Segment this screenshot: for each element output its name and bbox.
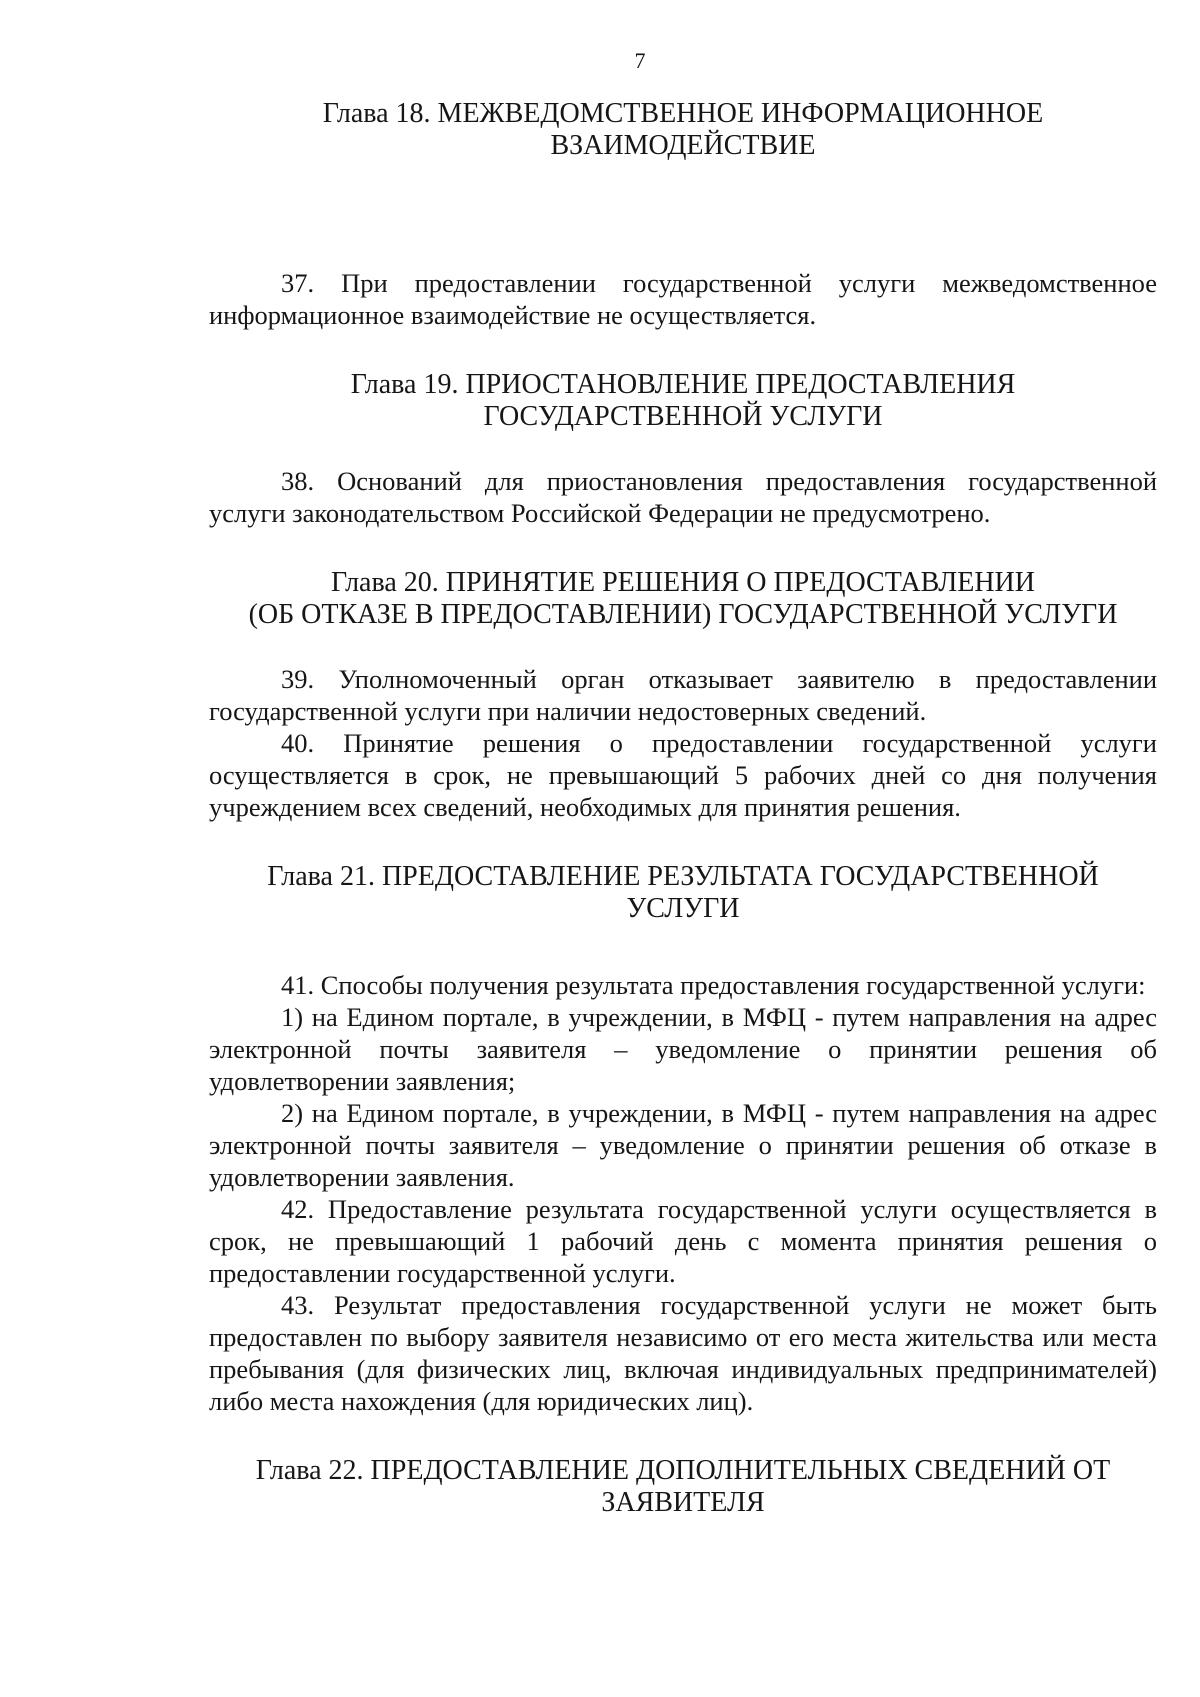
chapter-heading-line: УСЛУГИ bbox=[626, 893, 740, 924]
chapter-22-heading bbox=[209, 1455, 1157, 1519]
chapter-21-heading bbox=[209, 861, 1157, 925]
chapter-heading-line: ЗАЯВИТЕЛЯ bbox=[601, 1487, 765, 1518]
chapter-heading-line: ВЗАИМОДЕЙСТВИЕ bbox=[550, 130, 816, 161]
chapter-heading-line: Глава 20. ПРИНЯТИЕ РЕШЕНИЯ О ПРЕДОСТАВЛЕНИИ bbox=[331, 567, 1035, 598]
chapter-heading-line: Глава 19. ПРИОСТАНОВЛЕНИЕ ПРЕДОСТАВЛЕНИЯ bbox=[350, 369, 1016, 400]
paragraph-37: 37. При предоставлении государственной услуги межведомственное информационное взаимодействие не осуществляется. bbox=[209, 268, 1157, 330]
paragraph-41-item-1: 1) на Едином портале, в учреждении, в МФЦ - путем направления на адрес электронной почты заявителя – уведомление о принятии решения об удовлетворении заявления; bbox=[209, 1002, 1157, 1096]
chapter-heading-line: Глава 21. ПРЕДОСТАВЛЕНИЕ РЕЗУЛЬТАТА ГОСУДАРСТВЕННОЙ bbox=[267, 861, 1099, 892]
document-body bbox=[209, 98, 1157, 1519]
paragraph-39: 39. Уполномоченный орган отказывает заявителю в предоставлении государственной услуги при наличии недостоверных сведений. bbox=[209, 664, 1157, 726]
chapter-heading-line: Глава 22. ПРЕДОСТАВЛЕНИЕ ДОПОЛНИТЕЛЬНЫХ СВЕДЕНИЙ ОТ bbox=[255, 1455, 1111, 1486]
paragraph-40: 40. Принятие решения о предоставлении государственной услуги осуществляется в срок, не превышающий 5 рабочих дней со дня получения учреждением всех сведений, необходимых для принятия решения. bbox=[209, 728, 1157, 822]
chapter-heading-line: Глава 18. МЕЖВЕДОМСТВЕННОЕ ИНФОРМАЦИОННОЕ bbox=[322, 98, 1044, 129]
chapter-18-heading bbox=[209, 98, 1157, 162]
chapter-heading-line: (ОБ ОТКАЗЕ В ПРЕДОСТАВЛЕНИИ) ГОСУДАРСТВЕННОЙ УСЛУГИ bbox=[248, 599, 1118, 630]
paragraph-42: 42. Предоставление результата государственной услуги осуществляется в срок, не превышающий 1 рабочий день с момента принятия решения о предоставлении государственной услуги. bbox=[209, 1194, 1157, 1288]
page-number: 7 bbox=[634, 48, 646, 73]
paragraph-41-item-2: 2) на Едином портале, в учреждении, в МФЦ - путем направления на адрес электронной почты заявителя – уведомление о принятии решения об отказе в удовлетворении заявления. bbox=[209, 1098, 1157, 1192]
paragraph-43: 43. Результат предоставления государственной услуги не может быть предоставлен по выбору заявителя независимо от его места жительства или места пребывания (для физических лиц, включая индивидуальных предпринимателей) либо места нахождения (для юридических лиц). bbox=[209, 1290, 1157, 1416]
chapter-19-heading bbox=[209, 369, 1157, 433]
chapter-heading-line: ГОСУДАРСТВЕННОЙ УСЛУГИ bbox=[483, 401, 883, 432]
paragraph-38: 38. Оснований для приостановления предоставления государственной услуги законодательством Российской Федерации не предусмотрено. bbox=[209, 466, 1157, 528]
chapter-20-heading bbox=[209, 567, 1157, 631]
paragraph-41: 41. Способы получения результата предоставления государственной услуги: bbox=[281, 970, 1146, 1000]
